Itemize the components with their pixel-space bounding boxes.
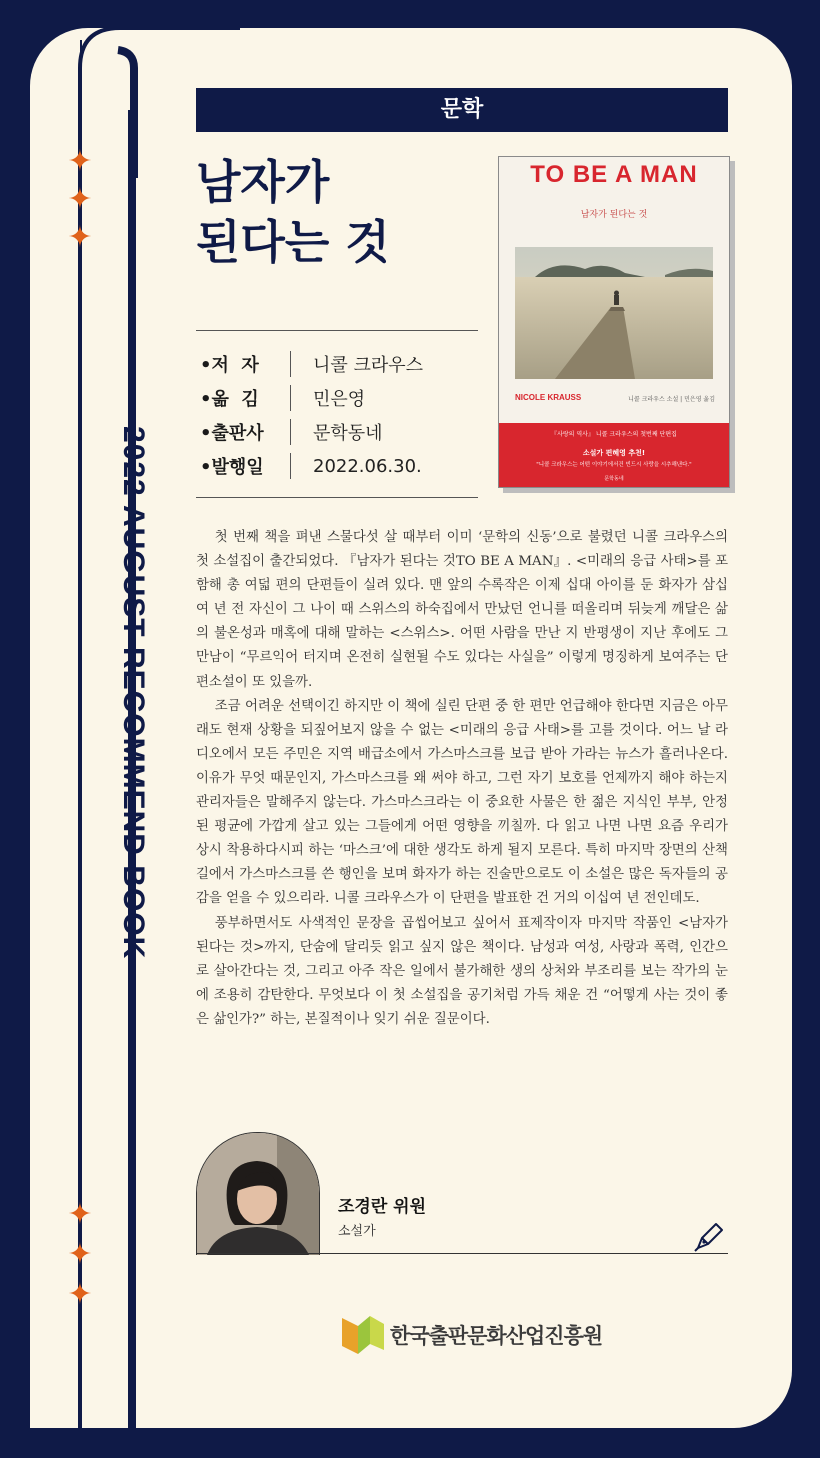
cover-band: [499, 423, 729, 487]
cover-subtitle: 남자가 된다는 것: [580, 210, 648, 220]
meta-value: 문학동네: [313, 423, 383, 444]
book-meta: [196, 330, 478, 498]
reviewer-name: 조경란 위원: [338, 1197, 427, 1217]
vertical-title: 2022 AUGUST RECOMMEND BOOK: [117, 426, 150, 960]
org-name: 한국출판문화산업진흥원: [390, 1324, 603, 1348]
meta-divider: [290, 351, 291, 377]
cover-author: NICOLE KRAUSS: [515, 393, 582, 402]
paragraph: 조금 어려운 선택이긴 하지만 이 책에 실린 단편 중 한 편만 언급해야 한다면 지금은 아무래도 현재 상황을 되짚어보지 않을 수 없는 <미래의 응급 사태>를 고를 것이다. 어느 날 라디오에서 모든 주민은 지역 배급소에서 가스마스크를 보급 받아 가라는 뉴스가 흘러나온다. 이유가 무엇 때문인지, 가스마스크를 왜 써야 하고, 그런 자기 보호를 언제까지 해야 하는지 관리자들은 말해주지 않는다. 가스마스크라는 이 중요한 사물은 한 젊은 지식인 부부, 안정된 평균에 가깝게 살고 있는 그들에게 어떤 영향을 끼칠까. 다 읽고 나면 나면 요즘 우리가 상시 착용하다시피 하는 ‘마스크’에 대한 생각도 하게 될지 모른다. 특히 마지막 장면의 산책길에서 가스마스크를 쓴 행인을 보며 화자가 하는 진술만으로도 이 소설은 많은 독자들의 공감을 얻을 수 있으리라. 니콜 크라우스가 이 단편을 발표한 건 거의 이십여 년 전인데도.: [196, 698, 728, 907]
meta-label: •출판사: [200, 423, 264, 444]
meta-divider: [290, 419, 291, 445]
meta-row-translator: [196, 381, 478, 415]
cover-credit: 니콜 크라우스 소설 | 민은영 옮김: [628, 396, 715, 403]
meta-label: •저 자: [200, 355, 259, 376]
cover-band-line: 소설가 편혜영 추천!: [582, 449, 646, 457]
reviewer-underline: [196, 1253, 728, 1254]
review-body: [196, 526, 728, 1032]
meta-value: 민은영: [313, 389, 366, 410]
cover-band-line: 『사랑의 역사』 니콜 크라우스의 첫번째 단편집: [551, 431, 677, 438]
book-title-line1: 남자가: [196, 155, 330, 209]
cover-photo: [515, 247, 713, 379]
book-title: [196, 152, 390, 272]
meta-divider: [290, 453, 291, 479]
cover-publisher: 문학동네: [604, 476, 624, 482]
rail-dash-top: [80, 40, 82, 150]
category-banner: 문학: [196, 88, 728, 132]
reviewer-role: 소설가: [338, 1224, 376, 1239]
book-title-line2: 된다는 것: [196, 215, 390, 269]
book-cover: [498, 156, 730, 488]
org-logo: [340, 1312, 603, 1358]
star-icon: ✦: [67, 1197, 93, 1232]
avatar: [196, 1132, 320, 1255]
star-icon: ✦: [67, 1237, 93, 1272]
meta-row-author: [196, 347, 478, 381]
meta-label: •옮 김: [200, 389, 259, 410]
avatar-portrait: [197, 1133, 319, 1255]
star-icon: ✦: [67, 220, 93, 255]
book-logo-icon: [340, 1312, 386, 1358]
meta-row-date: [196, 449, 478, 483]
paragraph: 첫 번째 책을 펴낸 스물다섯 살 때부터 이미 ‘문학의 신동’으로 불렸던 니콜 크라우스의 첫 소설집이 출간되었다. 『남자가 된다는 것TO BE A MAN』. <미래의 응급 사태>를 포함해 총 여덟 편의 단편들이 실려 있다. 맨 앞의 수록작은 이제 십대 아이를 둔 화자가 삼십여 년 전 자신이 그 나이 때 스위스의 하숙집에서 만났던 언니를 떠올리며 뒤늦게 깨달은 삶의 불온성과 매혹에 대해 말하는 <스위스>. 어떤 사람을 만난 지 반평생이 지난 후에도 그 만남이 “무르익어 터지며 온전히 실현될 수도 있다는 사실을” 이렇게 명징하게 보여주는 단편소설이 또 있을까.: [196, 530, 728, 690]
star-icon: ✦: [67, 1277, 93, 1312]
cover-title: TO BE A MAN: [530, 161, 698, 188]
meta-row-publisher: [196, 415, 478, 449]
reviewer-section: [196, 1132, 728, 1254]
fountain-pen-icon: [692, 1220, 726, 1254]
cover-band-line: "니콜 크라우스는 어떤 이야기에서건 빈드시 사랑을 시추해낸다.": [536, 462, 692, 468]
meta-label: •발행일: [200, 457, 264, 478]
star-icon: ✦: [67, 144, 93, 179]
rail-dash-bottom: [80, 1340, 82, 1428]
meta-value: 니콜 크라우스: [313, 355, 424, 376]
star-icon: ✦: [67, 182, 93, 217]
meta-value: 2022.06.30.: [313, 455, 422, 477]
meta-divider: [290, 385, 291, 411]
paragraph: 풍부하면서도 사색적인 문장을 곱씹어보고 싶어서 표제작이자 마지막 작품인 <남자가 된다는 것>까지, 단숨에 달리듯 읽고 싶지 않은 책이다. 남성과 여성, 사랑과 폭력, 인간으로 살아간다는 것, 그리고 아주 작은 일에서 불가해한 생의 상처와 부조리를 보는 작가의 눈에 조용히 감탄한다. 무엇보다 이 첫 소설집을 공기처럼 가득 채운 건 “어떻게 사는 것이 좋은 삶인가?” 하는, 본질적이나 잊기 쉬운 질문이다.: [196, 915, 728, 1027]
rail-dash-lower: [80, 1048, 82, 1158]
rail-dash-upper: [80, 282, 82, 392]
